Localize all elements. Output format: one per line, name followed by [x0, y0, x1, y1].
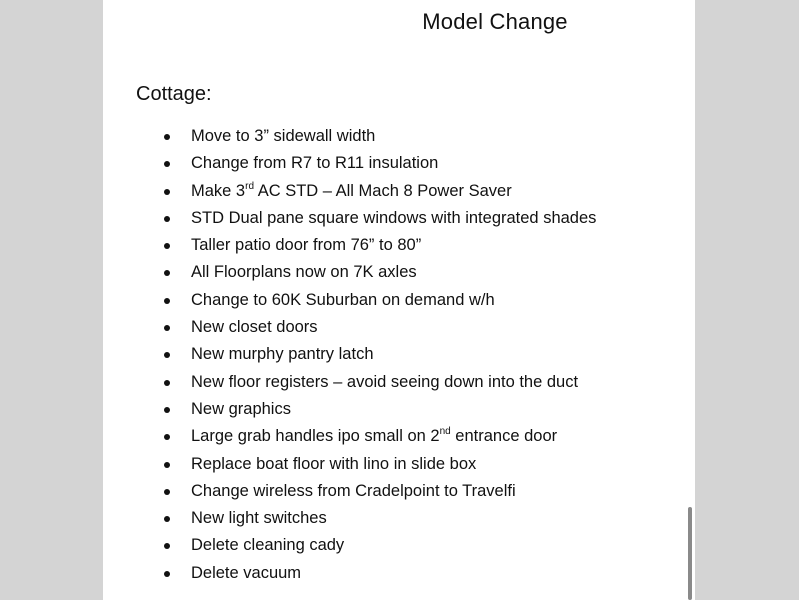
list-item-text-start: Make 3: [191, 181, 246, 200]
bullet-icon: [164, 325, 170, 331]
bullet-icon: [164, 298, 170, 304]
list-item-text: Taller patio door from 76” to 80”: [191, 236, 422, 255]
scrollbar-thumb[interactable]: [688, 507, 692, 600]
list-item-text: Delete vacuum: [191, 563, 302, 582]
bullet-icon: [164, 380, 170, 386]
document-title: Model Change: [422, 9, 568, 34]
list-item-text: [191, 178, 512, 205]
list-item-text-end: AC STD – All Mach 8 Power Saver: [254, 181, 512, 200]
list-item-text: New floor registers – avoid seeing down into the duct: [191, 372, 579, 391]
list-item-text: New light switches: [191, 509, 327, 528]
document-page: [103, 0, 695, 600]
bullet-icon: [164, 216, 170, 222]
list-item-text: STD Dual pane square windows with integrated shades: [191, 208, 597, 227]
bullet-icon: [164, 516, 170, 522]
list-item-text: Change to 60K Suburban on demand w/h: [191, 290, 495, 309]
bullet-icon: [164, 352, 170, 358]
ordinal-suffix: nd: [439, 426, 451, 438]
list-item-text: Move to 3” sidewall width: [191, 127, 376, 145]
bullet-icon: [164, 434, 170, 440]
list-item-text: New murphy pantry latch: [191, 345, 374, 364]
list-item-text: Delete cleaning cady: [191, 536, 345, 555]
list-item-text: New graphics: [191, 399, 291, 418]
list-item-text: Change from R7 to R11 insulation: [191, 154, 439, 173]
list-item-text: All Floorplans now on 7K axles: [191, 263, 417, 282]
bullet-icon: [164, 270, 170, 276]
list-item-text: Change wireless from Cradelpoint to Travelfi: [191, 481, 516, 500]
list-item-text-end: entrance door: [450, 427, 558, 446]
bullet-icon: [164, 543, 170, 549]
bullet-icon: [164, 161, 170, 167]
bullet-icon: [164, 462, 170, 468]
bullet-icon: [164, 407, 170, 413]
list-item-text: [191, 423, 557, 450]
list-item-text-start: Large grab handles ipo small on 2: [191, 427, 440, 446]
section-heading: Cottage:: [136, 83, 212, 105]
bullet-icon: [164, 243, 170, 249]
list-item-text: New closet doors: [191, 318, 318, 337]
bullet-icon: [164, 489, 170, 495]
bullet-icon: [164, 189, 170, 195]
list-item-text: Replace boat floor with lino in slide box: [191, 454, 477, 473]
bullet-icon: [164, 134, 170, 140]
bullet-icon: [164, 571, 170, 577]
ordinal-suffix: rd: [245, 180, 255, 192]
